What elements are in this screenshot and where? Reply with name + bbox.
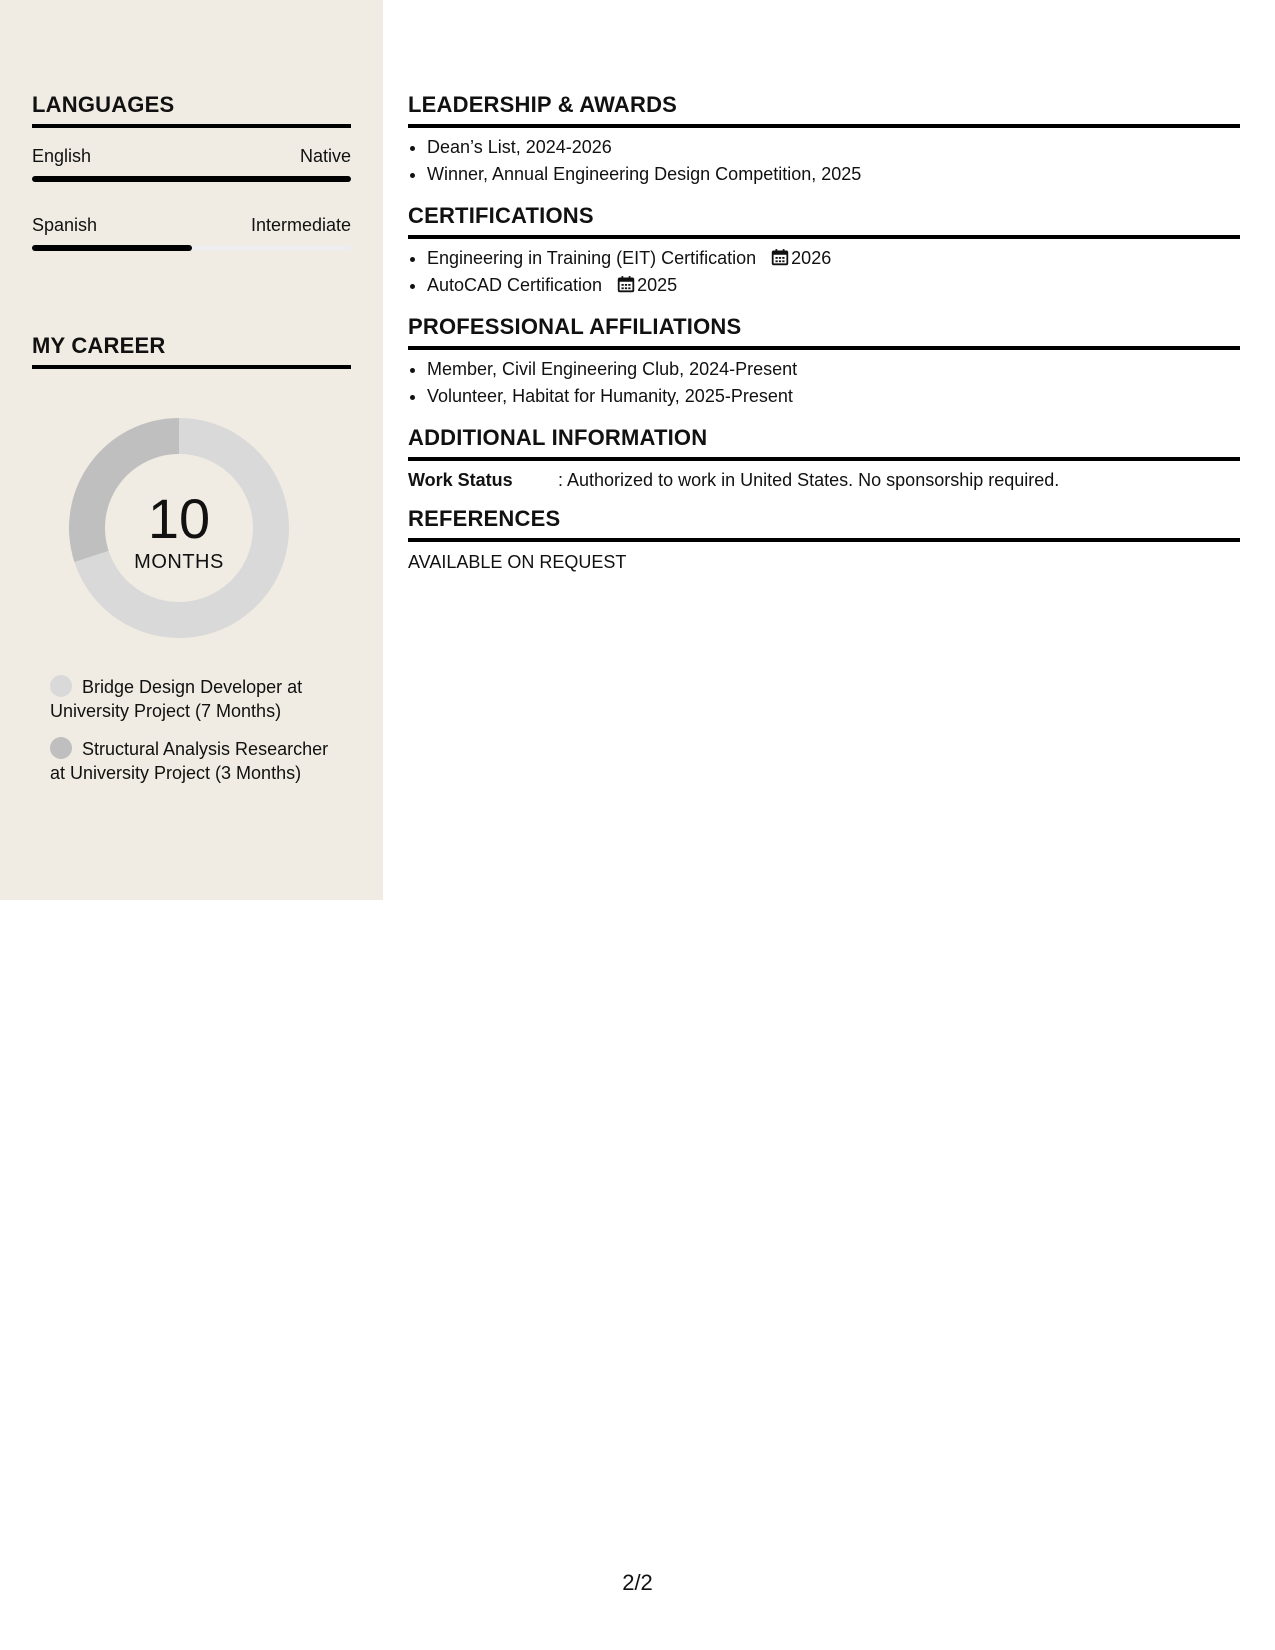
leadership-section xyxy=(408,92,1240,188)
references-title: REFERENCES xyxy=(408,506,1240,542)
legend-label: Structural Analysis Researcher at University Project (3 Months) xyxy=(50,739,329,783)
references-section xyxy=(408,506,1240,573)
career-total-value: 10 xyxy=(147,486,211,550)
legend-label: Bridge Design Developer at University Project (7 Months) xyxy=(50,677,303,721)
language-name: English xyxy=(32,146,92,166)
language-name: Spanish xyxy=(32,215,98,235)
work-status-value: : Authorized to work in United States. No sponsorship required. xyxy=(558,470,1060,490)
language-proficiency-bar xyxy=(32,245,351,251)
language-item xyxy=(32,215,351,251)
language-item xyxy=(32,146,351,182)
career-legend xyxy=(50,675,335,799)
career-donut-chart xyxy=(66,415,292,641)
list-item: • Dean’s List, 2024-2026 xyxy=(427,134,1240,161)
career-title: MY CAREER xyxy=(32,333,351,369)
calendar-icon xyxy=(617,275,635,293)
affiliations-title: PROFESSIONAL AFFILIATIONS xyxy=(408,314,1240,350)
language-proficiency-fill xyxy=(32,176,351,182)
career-total-unit: MONTHS xyxy=(134,550,224,573)
legend-item xyxy=(50,675,335,723)
certification-name: Engineering in Training (EIT) Certification xyxy=(427,248,757,268)
references-text: AVAILABLE ON REQUEST xyxy=(408,552,627,572)
language-level: Native xyxy=(299,146,351,166)
sidebar xyxy=(0,0,383,900)
language-level: Intermediate xyxy=(250,215,351,235)
additional-info-section xyxy=(408,425,1240,491)
languages-section xyxy=(32,92,351,251)
page-number: 2/2 xyxy=(622,1570,653,1595)
list-item xyxy=(427,245,1240,272)
main-content xyxy=(408,92,1240,588)
legend-swatch xyxy=(50,737,72,759)
certification-name: AutoCAD Certification xyxy=(427,275,603,295)
certifications-title: CERTIFICATIONS xyxy=(408,203,1240,239)
leadership-title: LEADERSHIP & AWARDS xyxy=(408,92,1240,128)
legend-swatch xyxy=(50,675,72,697)
calendar-icon xyxy=(771,248,789,266)
languages-title: LANGUAGES xyxy=(32,92,351,128)
language-proficiency-fill xyxy=(32,245,192,251)
language-proficiency-bar xyxy=(32,176,351,182)
list-item: • Winner, Annual Engineering Design Competition, 2025 xyxy=(427,161,1240,188)
certifications-section xyxy=(408,203,1240,299)
career-section xyxy=(32,333,351,369)
additional-info-title: ADDITIONAL INFORMATION xyxy=(408,425,1240,461)
certification-year: 2026 xyxy=(791,248,832,268)
certification-year: 2025 xyxy=(637,275,678,295)
work-status-row xyxy=(408,470,1240,491)
list-item xyxy=(427,272,1240,299)
legend-item xyxy=(50,737,335,785)
affiliations-section xyxy=(408,314,1240,410)
work-status-label: Work Status xyxy=(408,470,513,490)
list-item: • Volunteer, Habitat for Humanity, 2025-Present xyxy=(427,383,1240,410)
list-item: • Member, Civil Engineering Club, 2024-Present xyxy=(427,356,1240,383)
